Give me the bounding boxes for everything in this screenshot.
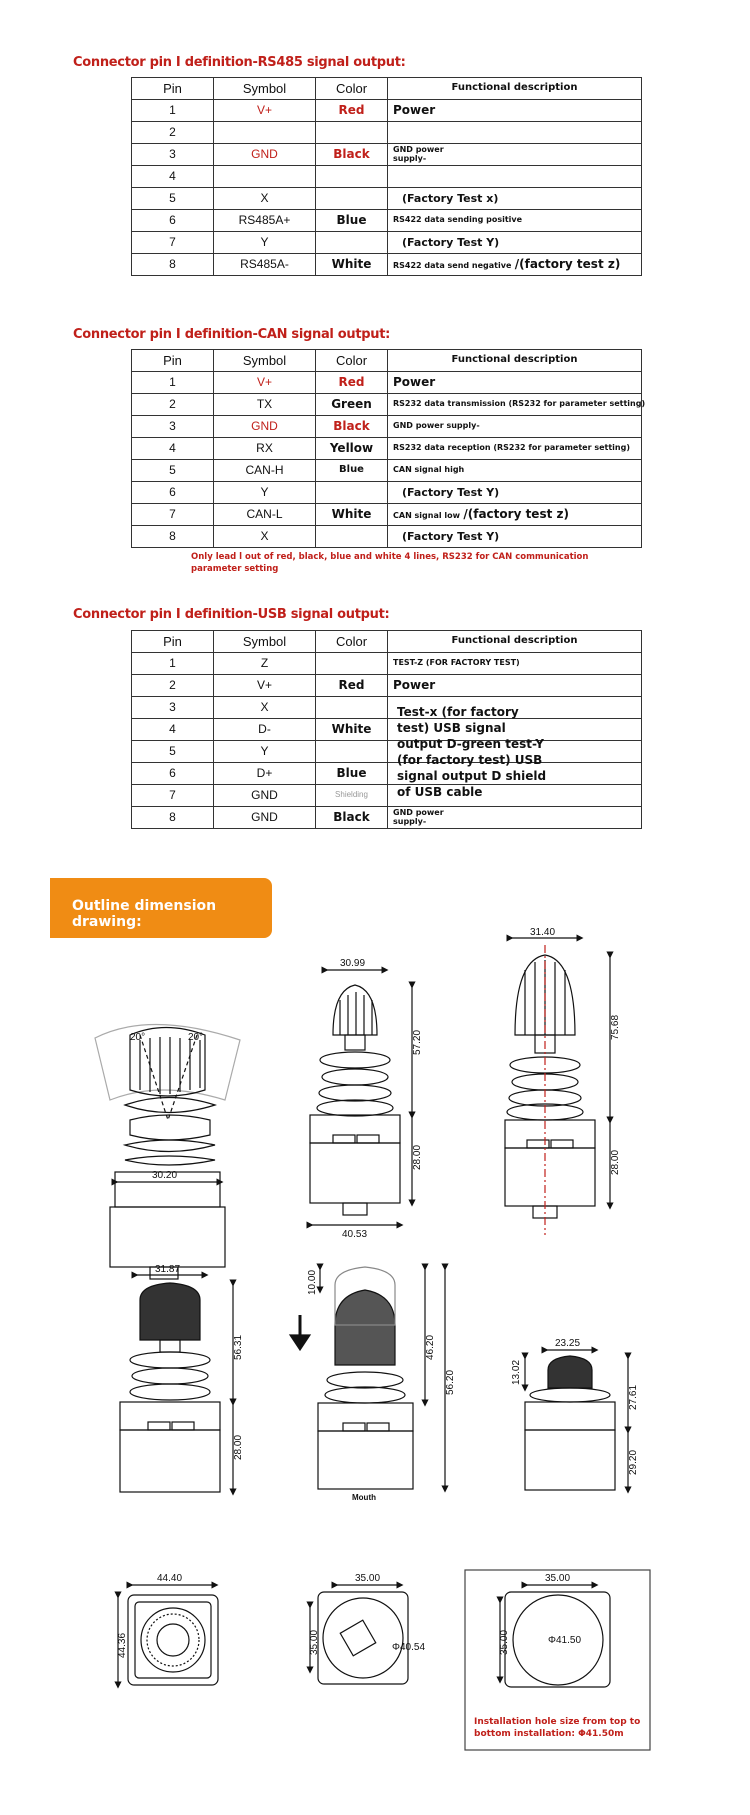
color-cell: Red [316,372,388,394]
header-desc: Functional description [388,350,642,372]
desc-cell [388,504,642,526]
header-desc: Functional description [388,631,642,653]
symbol-cell: CAN-L [214,504,316,526]
desc-extra: /(factory test z) [463,507,569,522]
color-cell: Green [316,394,388,416]
pin-cell: 7 [132,232,214,254]
table-header-row [132,350,642,372]
dim-label: 28.00 [233,1434,244,1460]
color-cell [316,526,388,548]
header-pin: Pin [132,631,214,653]
pin-cell: 1 [132,653,214,675]
pin-cell: 5 [132,460,214,482]
symbol-cell: GND [214,144,316,166]
joystick-push-down [290,1267,445,1489]
dim-label: 35.00 [309,1629,320,1655]
usb-title: Connector pin I definition-USB signal output: [73,607,390,622]
table-row [132,697,642,719]
color-cell [316,741,388,763]
color-cell: Black [316,144,388,166]
symbol-cell: RS485A+ [214,210,316,232]
table-row [132,254,642,276]
symbol-cell: D+ [214,763,316,785]
dimension-drawings [0,927,750,1815]
table-row [132,741,642,763]
installation-caption: Installation hole size from top to bottom installation: Φ41.50m [474,1717,641,1739]
dim-label: 27.61 [628,1384,639,1410]
dim-label: 10.00 [307,1269,318,1295]
pin-cell: 6 [132,482,214,504]
pin-cell: 6 [132,763,214,785]
table-header-row [132,631,642,653]
joystick-front [310,970,412,1225]
dim-label: 29.20 [628,1449,639,1475]
rs485-table [131,77,642,276]
outline-banner [50,878,272,938]
dim-label: 46.20 [425,1334,436,1360]
table-row [132,144,642,166]
table-row [132,460,642,482]
header-color: Color [316,631,388,653]
symbol-cell: GND [214,785,316,807]
symbol-cell: X [214,188,316,210]
color-cell: White [316,254,388,276]
pin-cell: 5 [132,188,214,210]
joystick-short-front [120,1275,233,1492]
header-symbol: Symbol [214,631,316,653]
dim-label: 30.20 [152,1170,178,1181]
table-row [132,653,642,675]
header-color: Color [316,78,388,100]
symbol-cell [214,166,316,188]
dim-label: 13.02 [511,1359,522,1385]
desc-cell: Power [388,100,642,122]
color-cell: White [316,504,388,526]
table-row [132,763,642,785]
dim-label: 40.53 [342,1229,368,1240]
overlay-line: of USB cable [397,785,483,799]
overlay-line: output D-green test-Y [397,737,544,751]
table-row [132,372,642,394]
desc-cell [388,254,642,276]
table-row [132,675,642,697]
color-cell: Blue [316,210,388,232]
pin-cell: 1 [132,372,214,394]
color-cell [316,653,388,675]
pin-cell: 3 [132,144,214,166]
symbol-cell: D- [214,719,316,741]
table-row [132,807,642,829]
dim-label: 31.87 [155,1264,181,1275]
symbol-cell: Z [214,653,316,675]
overlay-line: test) USB signal [397,721,506,735]
dim-label: 20° [130,1032,146,1043]
desc-cell: (Factory Test Y) [388,526,642,548]
color-cell [316,122,388,144]
symbol-cell: TX [214,394,316,416]
pin-cell: 8 [132,807,214,829]
dim-label: Φ40.54 [392,1642,426,1653]
pin-cell: 2 [132,394,214,416]
header-pin: Pin [132,350,214,372]
dim-label: Φ41.50 [548,1635,582,1646]
desc-cell: CAN signal high [388,460,642,482]
dim-label: 56.20 [445,1369,456,1395]
symbol-cell: V+ [214,100,316,122]
color-cell [316,482,388,504]
can-note: Only lead l out of red, black, blue and white 4 lines, RS232 for CAN communication parameter setting [191,552,589,574]
color-cell [316,697,388,719]
desc-cell: RS232 data transmission (RS232 for parameter setting) [388,394,642,416]
dim-label: Mouth [352,1493,376,1502]
dim-label: 35.00 [545,1573,571,1584]
color-cell: Black [316,416,388,438]
table-row [132,232,642,254]
dim-label: 44.40 [157,1573,183,1584]
overlay-line: signal output D shield [397,769,547,783]
dim-label: 20° [188,1032,204,1043]
overlay-line: (for factory test) USB [397,753,543,767]
pin-cell: 3 [132,416,214,438]
desc-cell: RS232 data reception (RS232 for parameter setting) [388,438,642,460]
rs485-title: Connector pin I definition-RS485 signal output: [73,55,406,70]
desc-text: RS422 data send negative [393,261,512,271]
dim-label: 23.25 [555,1338,581,1349]
dim-label: 31.40 [530,927,556,938]
color-cell [316,232,388,254]
table-row [132,100,642,122]
symbol-cell: V+ [214,372,316,394]
joystick-side-tilt [95,1024,240,1279]
joystick-low-profile [525,1350,628,1490]
color-cell [316,166,388,188]
top-view-square [118,1585,218,1685]
header-symbol: Symbol [214,350,316,372]
dim-label: 56.31 [233,1334,244,1360]
table-header-row [132,78,642,100]
pin-cell: 8 [132,254,214,276]
color-cell: Blue [316,460,388,482]
desc-text: GND power supply- [393,145,444,163]
pin-cell: 8 [132,526,214,548]
header-pin: Pin [132,78,214,100]
usb-desc-overlay [397,704,546,800]
desc-cell: (Factory Test Y) [388,232,642,254]
table-row [132,122,642,144]
color-cell: Shielding [316,785,388,807]
symbol-cell: GND [214,807,316,829]
table-row [132,438,642,460]
desc-cell: (Factory Test x) [388,188,642,210]
color-cell: Black [316,807,388,829]
banner-text: Outline dimension drawing: [72,898,217,930]
desc-text: GND power supply- [393,808,444,826]
color-cell: Blue [316,763,388,785]
overlay-line: Test-x (for factory [397,705,519,719]
pin-cell: 5 [132,741,214,763]
can-table [131,349,646,548]
desc-cell: Power [388,372,642,394]
table-row [132,394,642,416]
symbol-cell: V+ [214,675,316,697]
pin-cell: 4 [132,438,214,460]
table-row [132,504,642,526]
pin-cell: 4 [132,166,214,188]
color-cell: Red [316,675,388,697]
desc-cell [388,122,642,144]
pin-cell: 7 [132,504,214,526]
color-cell: White [316,719,388,741]
symbol-cell: RS485A- [214,254,316,276]
dim-label: 28.00 [610,1149,621,1175]
top-view-connector [310,1585,408,1684]
pin-cell: 1 [132,100,214,122]
symbol-cell: X [214,526,316,548]
pin-cell: 7 [132,785,214,807]
symbol-cell [214,122,316,144]
header-symbol: Symbol [214,78,316,100]
table-row [132,785,642,807]
dim-label: 30.99 [340,958,366,969]
can-title: Connector pin I definition-CAN signal output: [73,327,391,342]
dim-label: 57.20 [412,1029,423,1055]
joystick-side [505,938,610,1235]
symbol-cell: CAN-H [214,460,316,482]
desc-cell: TEST-Z (FOR FACTORY TEST) [388,653,642,675]
table-row [132,526,642,548]
header-desc: Functional description [388,78,642,100]
symbol-cell: GND [214,416,316,438]
dim-label: 28.00 [412,1144,423,1170]
pin-cell: 4 [132,719,214,741]
desc-text: CAN signal low [393,511,461,521]
symbol-cell: Y [214,482,316,504]
dim-label: 35.00 [499,1629,510,1655]
desc-cell [388,807,642,829]
table-row [132,719,642,741]
table-row [132,482,642,504]
table-row [132,416,642,438]
header-color: Color [316,350,388,372]
symbol-cell: Y [214,232,316,254]
dim-label: 35.00 [355,1573,381,1584]
desc-cell: (Factory Test Y) [388,482,642,504]
color-cell [316,188,388,210]
pin-cell: 3 [132,697,214,719]
table-row [132,166,642,188]
dim-label: 44.36 [117,1632,128,1658]
symbol-cell: RX [214,438,316,460]
desc-cell: Power [388,675,642,697]
pin-cell: 6 [132,210,214,232]
pin-cell: 2 [132,675,214,697]
table-row [132,188,642,210]
color-cell: Red [316,100,388,122]
dim-label: 75.68 [610,1014,621,1040]
desc-cell: GND power supply- [388,416,642,438]
usb-table [131,630,642,829]
color-cell: Yellow [316,438,388,460]
symbol-cell: X [214,697,316,719]
desc-cell [388,166,642,188]
pin-cell: 2 [132,122,214,144]
desc-cell [388,144,642,166]
table-row [132,210,642,232]
symbol-cell: Y [214,741,316,763]
desc-extra: /(factory test z) [514,257,621,272]
desc-cell: RS422 data sending positive [388,210,642,232]
